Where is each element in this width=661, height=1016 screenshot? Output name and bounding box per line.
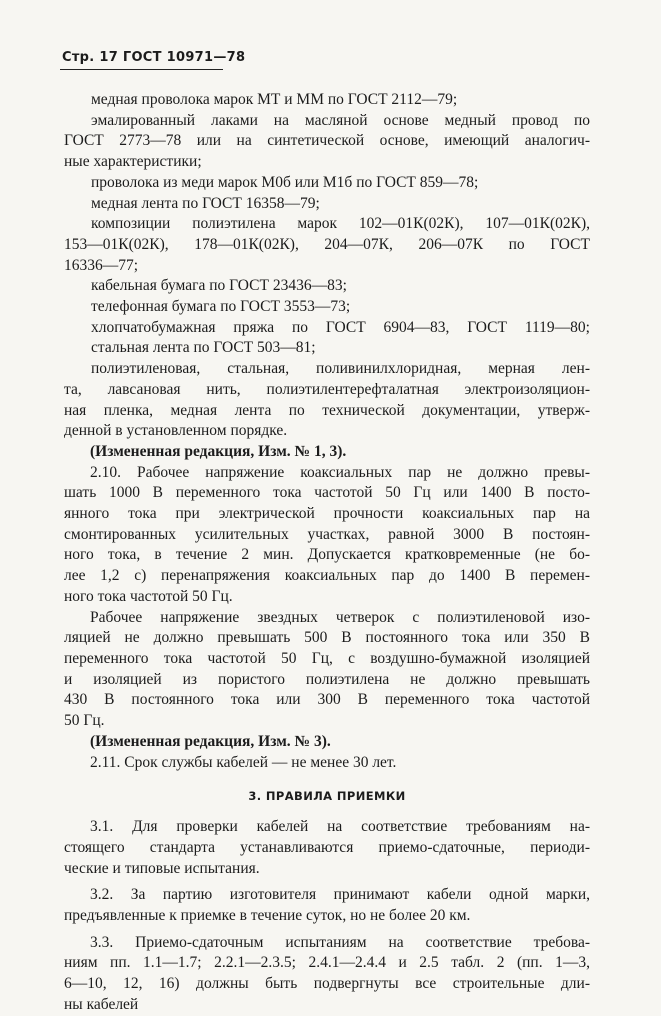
amendment-note: (Измененная редакция, Изм. № 3). xyxy=(90,732,331,750)
text-line: ГОСТ 2773—78 или на синтетической основе, имеющий аналогич- xyxy=(64,132,590,150)
text-line: 16336—77; xyxy=(64,256,139,274)
text-line: ческие и типовые испытания. xyxy=(64,859,260,877)
text-line: ного тока, в течение 2 мин. Допускается кратковременные (не бо- xyxy=(64,546,590,564)
text-line: 2.11. Срок службы кабелей — не менее 30 лет. xyxy=(90,753,397,771)
text-line: 430 В постоянного тока или 300 В переменного тока частотой xyxy=(64,691,590,709)
text-line: эмалированный лаками на масляной основе медный провод по xyxy=(91,111,590,129)
text-line: медная проволока марок МТ и ММ по ГОСТ 2112—79; xyxy=(91,91,458,108)
text-line: Рабочее напряжение звездных четверок с полиэтиленовой изо- xyxy=(90,608,590,626)
text-line: 3.1. Для проверки кабелей на соответствие требованиям на- xyxy=(90,818,590,836)
text-line: телефонная бумага по ГОСТ 3553—73; xyxy=(91,298,351,316)
text-line: ная пленка, медная лента по технической документации, утверж- xyxy=(64,401,590,419)
text-line: 153—01К(02К), 178—01К(02К), 204—07К, 206—07К по ГОСТ xyxy=(64,235,590,253)
text-line: стоящего стандарта устанавливаются приемо-сдаточные, периоди- xyxy=(64,838,590,856)
text-line: стальная лента по ГОСТ 503—81; xyxy=(91,339,316,357)
text-line: композиции полиэтилена марок 102—01К(02К), 107—01К(02К), xyxy=(91,215,590,233)
text-line: шать 1000 В переменного тока частотой 50 Гц или 1400 В посто- xyxy=(64,484,590,502)
text-line: 3.3. Приемо-сдаточным испытаниям на соответствие требова- xyxy=(90,933,590,951)
section-heading: 3. ПРАВИЛА ПРИЕМКИ xyxy=(248,789,406,804)
page-header: Стр. 17 ГОСТ 10971—78 xyxy=(62,50,246,65)
text-line: ны кабелей xyxy=(64,995,139,1013)
body-text xyxy=(64,90,590,1016)
text-line: полиэтиленовая, стальная, поливинилхлоридная, мерная лен- xyxy=(91,360,590,378)
text-line: лее 1,2 с) перенапряжения коаксиальных пар до 1400 В перемен- xyxy=(64,567,590,585)
text-line: предъявленные к приемке в течение суток, но не более 20 км. xyxy=(64,907,471,925)
text-line: ниям пп. 1.1—1.7; 2.2.1—2.3.5; 2.4.1—2.4.4 и 2.5 табл. 2 (пп. 1—3, xyxy=(64,954,590,972)
text-line: ного тока частотой 50 Гц. xyxy=(64,587,233,605)
header-underline xyxy=(60,69,223,70)
text-line: 6—10, 12, 16) должны быть подвергнуты все строительные дли- xyxy=(64,975,590,993)
text-line: 2.10. Рабочее напряжение коаксиальных пар не должно превы- xyxy=(90,463,590,481)
text-line: смонтированных усилительных участках, равной 3000 В постоян- xyxy=(64,525,590,543)
amendment-note: (Измененная редакция, Изм. № 1, 3). xyxy=(90,442,347,460)
text-line: проволока из меди марок М0б или М1б по ГОСТ 859—78; xyxy=(91,173,479,191)
text-line: денной в установленном порядке. xyxy=(64,422,288,440)
text-line: переменного тока частотой 50 Гц, с воздушно-бумажной изоляцией xyxy=(64,649,590,667)
text-line: хлопчатобумажная пряжа по ГОСТ 6904—83, ГОСТ 1119—80; xyxy=(91,318,590,336)
text-line: медная лента по ГОСТ 16358—79; xyxy=(91,194,320,212)
text-line: 3.2. За партию изготовителя принимают кабели одной марки, xyxy=(90,886,590,904)
text-line: и изоляцией из пористого полиэтилена не должно превышать xyxy=(64,670,590,688)
text-line: та, лавсановая нить, полиэтилентерефталатная электроизоляцион- xyxy=(64,380,590,398)
text-line: ляцией не должно превышать 500 В постоянного тока или 350 В xyxy=(64,629,590,647)
text-line: янного тока при электрической прочности коаксиальных пар на xyxy=(64,505,590,523)
text-line: ные характеристики; xyxy=(64,153,202,171)
text-line: 50 Гц. xyxy=(64,712,105,730)
text-line: кабельная бумага по ГОСТ 23436—83; xyxy=(91,277,347,295)
